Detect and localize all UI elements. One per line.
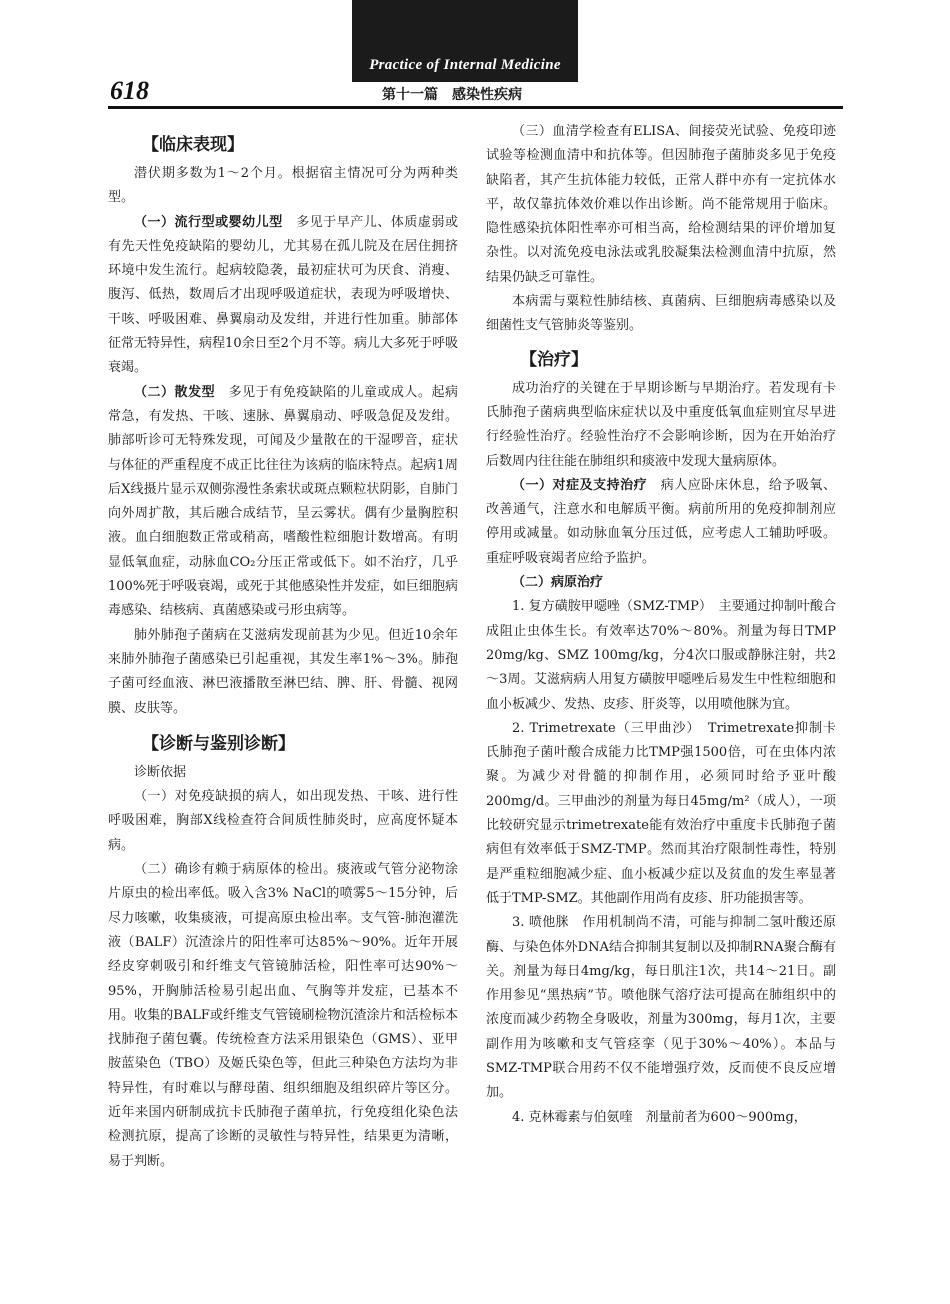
left-column [108,128,458,1174]
paragraph [108,381,458,624]
paragraph [486,474,836,571]
paragraph: 2. Trimetrexate（三甲曲沙） Trimetrexate抑制卡氏肺孢子菌叶酸合成能力比TMP强1500倍，可在虫体内浓聚。为减少对骨髓的抑制作用，必须同时给予亚叶酸200mg/d。三甲曲沙的剂量为每日45mg/m²（成人），一项比较研究显示trimetrexate能有效治疗中重度卡氏肺孢子菌病但有效率低于SMZ-TMP。然而其治疗限制性毒性，特别是严重粒细胞减少症、血小板减少症以及贫血的发生率显著低于TMP-SMZ。其他副作用尚有皮疹、肝功能损害等。 [486,720,836,906]
journal-title: Practice of Internal Medicine [369,57,561,73]
paragraph: 诊断依据 [134,764,187,780]
page-number: 618 [110,76,149,105]
paragraph: 潜伏期多数为1～2个月。根据宿主情况可分为两种类型。 [108,166,458,206]
paragraph: （三）血清学检查有ELISA、间接荧光试验、免疫印迹试验等检测血清中和抗体等。但因肺孢子菌肺炎多见于免疫缺陷者，其产生抗体能力较低，正常人群中亦有一定抗体水平，故仅靠抗体效价难以作出诊断。尚不能常规用于临床。隐性感染抗体阳性率亦可相当高，给检测结果的评价增加复杂性。以对流免疫电泳法或乳胶凝集法检测血清中抗原，然结果仍缺乏可靠性。 [486,124,836,285]
section-heading-diagnosis: 【诊断与鉴别诊断】 [142,733,295,754]
paragraph [486,571,836,595]
subheading: （一）流行型或婴幼儿型 [134,214,283,230]
subheading: （二）散发型 [134,384,216,400]
section-heading-clinical: 【临床表现】 [142,135,244,155]
paragraph: 成功治疗的关键在于早期诊断与早期治疗。若发现有卡氏肺孢子菌病典型临床症状以及中重度低氧血症则宜尽早进行经验性治疗。经验性治疗不会影响诊断，因为在开始治疗后数周内往往能在肺组织和痰液中发现大量病原体。 [486,380,836,469]
paragraph: 4. 克林霉素与伯氨喹 剂量前者为600～900mg， [512,1109,807,1125]
subheading: （二）病原治疗 [512,575,604,591]
paragraph: 肺外肺孢子菌病在艾滋病发现前甚为少见。但近10余年来肺外肺孢子菌感染已引起重视，其发生率1%～3%。肺孢子菌可经血液、淋巴液播散至淋巴结、脾、肝、骨髓、视网膜、皮肤等。 [108,627,458,716]
paragraph-text: 多见于有免疫缺陷的儿童或成人。起病常急，有发热、干咳、速脉、鼻翼扇动、呼吸急促及发绀。肺部听诊可无特殊发现，可闻及少量散在的干湿啰音，症状与体征的严重程度不成正比往往为该病的临床特点。起病1周后X线摄片显示双侧弥漫性条索状或斑点颗粒状阴影，自肺门向外周扩散，其后融合成结节，呈云雾状。偶有少量胸腔积液。血白细胞数正常或稍高，嗜酸性粒细胞计数增高。有明显低氧血症，动脉血CO₂分压正常或低下。如不治疗，几乎100%死于呼吸衰竭，或死于其他感染性并发症，如巨细胞病毒感染、结核病、真菌感染或弓形虫病等。 [108,384,458,619]
paragraph: （二）确诊有赖于病原体的检出。痰液或气管分泌物涂片原虫的检出率低。吸入含3% NaCl的喷雾5～15分钟，后尽力咳嗽，收集痰液，可提高原虫检出率。支气管-肺泡灌洗液（BALF）沉渣涂片的阳性率可达85%～90%。近年开展经皮穿刺吸引和纤维支气管镜肺活检，阳性率可达90%～95%，开胸肺活检易引起出血、气胸等并发症，已基本不用。收集的BALF或纤维支气管镜刷检物沉渣涂片和活检标本找肺孢子菌包囊。传统检查方法采用银染色（GMS）、亚甲胺蓝染色（TBO）及姬氏染色等，但此三种染色方法均为非特异性，有时难以与酵母菌、组织细胞及组织碎片等区分。近年来国内研制成抗卡氏肺孢子菌单抗，行免疫组化染色法检测抗原，提高了诊断的灵敏性与特异性，结果更为清晰，易于判断。 [108,862,458,1169]
section-heading-treatment: 【治疗】 [520,349,588,370]
header-rule [108,106,843,109]
journal-banner [352,0,578,82]
paragraph-text: 病人应卧床休息，给予吸氧、改善通气，注意水和电解质平衡。病前所用的免疫抑制剂应停用或减量。如动脉血氧分压过低，应考虑人工辅助呼吸。重症呼吸衰竭者应给予监护。 [486,477,836,566]
right-column [486,120,836,1130]
paragraph: 1. 复方磺胺甲噁唑（SMZ-TMP） 主要通过抑制叶酸合成阻止虫体生长。有效率达70%～80%。剂量为每日TMP 20mg/kg、SMZ 100mg/kg，分4次口服或静脉注射，共2～3周。艾滋病病人用复方磺胺甲噁唑后易发生中性粒细胞和血小板减少、发热、皮疹、肝炎等，以用喷他脒为宜。 [486,599,836,712]
paragraph: 3. 喷他脒 作用机制尚不清，可能与抑制二氢叶酸还原酶、与染色体外DNA结合抑制其复制以及抑制RNA聚合酶有关。剂量为每日4mg/kg，每日肌注1次，共14～21日。副作用参见“黑热病”节。喷他脒气溶疗法可提高在肺组织中的浓度而减少药物全身吸收，剂量为300mg，每月1次，主要副作用为咳嗽和支气管痉挛（见于30%～40%）。本品与SMZ-TMP联合用药不仅不能增强疗效，反而使不良反应增加。 [486,915,836,1101]
paragraph-text: 多见于早产儿、体质虚弱或有先天性免疫缺陷的婴幼儿，尤其易在孤儿院及在居住拥挤环境中发生流行。起病较隐袭，最初症状可为厌食、消瘦、腹泻、低热，数周后才出现呼吸道症状，表现为呼吸增快、干咳、呼吸困难、鼻翼扇动及发绀，并进行性加重。肺部体征常无特异性，病程10余日至2个月不等。病儿大多死于呼吸衰竭。 [108,214,458,376]
chapter-title: 第十一篇 感染性疾病 [382,87,522,103]
paragraph: 本病需与粟粒性肺结核、真菌病、巨细胞病毒感染以及细菌性支气管肺炎等鉴别。 [486,294,836,334]
paragraph: （一）对免疫缺损的病人，如出现发热、干咳、进行性呼吸困难，胸部X线检查符合间质性肺炎时，应高度怀疑本病。 [108,789,458,853]
paragraph [108,211,458,381]
subheading: （一）对症及支持治疗 [512,477,648,493]
